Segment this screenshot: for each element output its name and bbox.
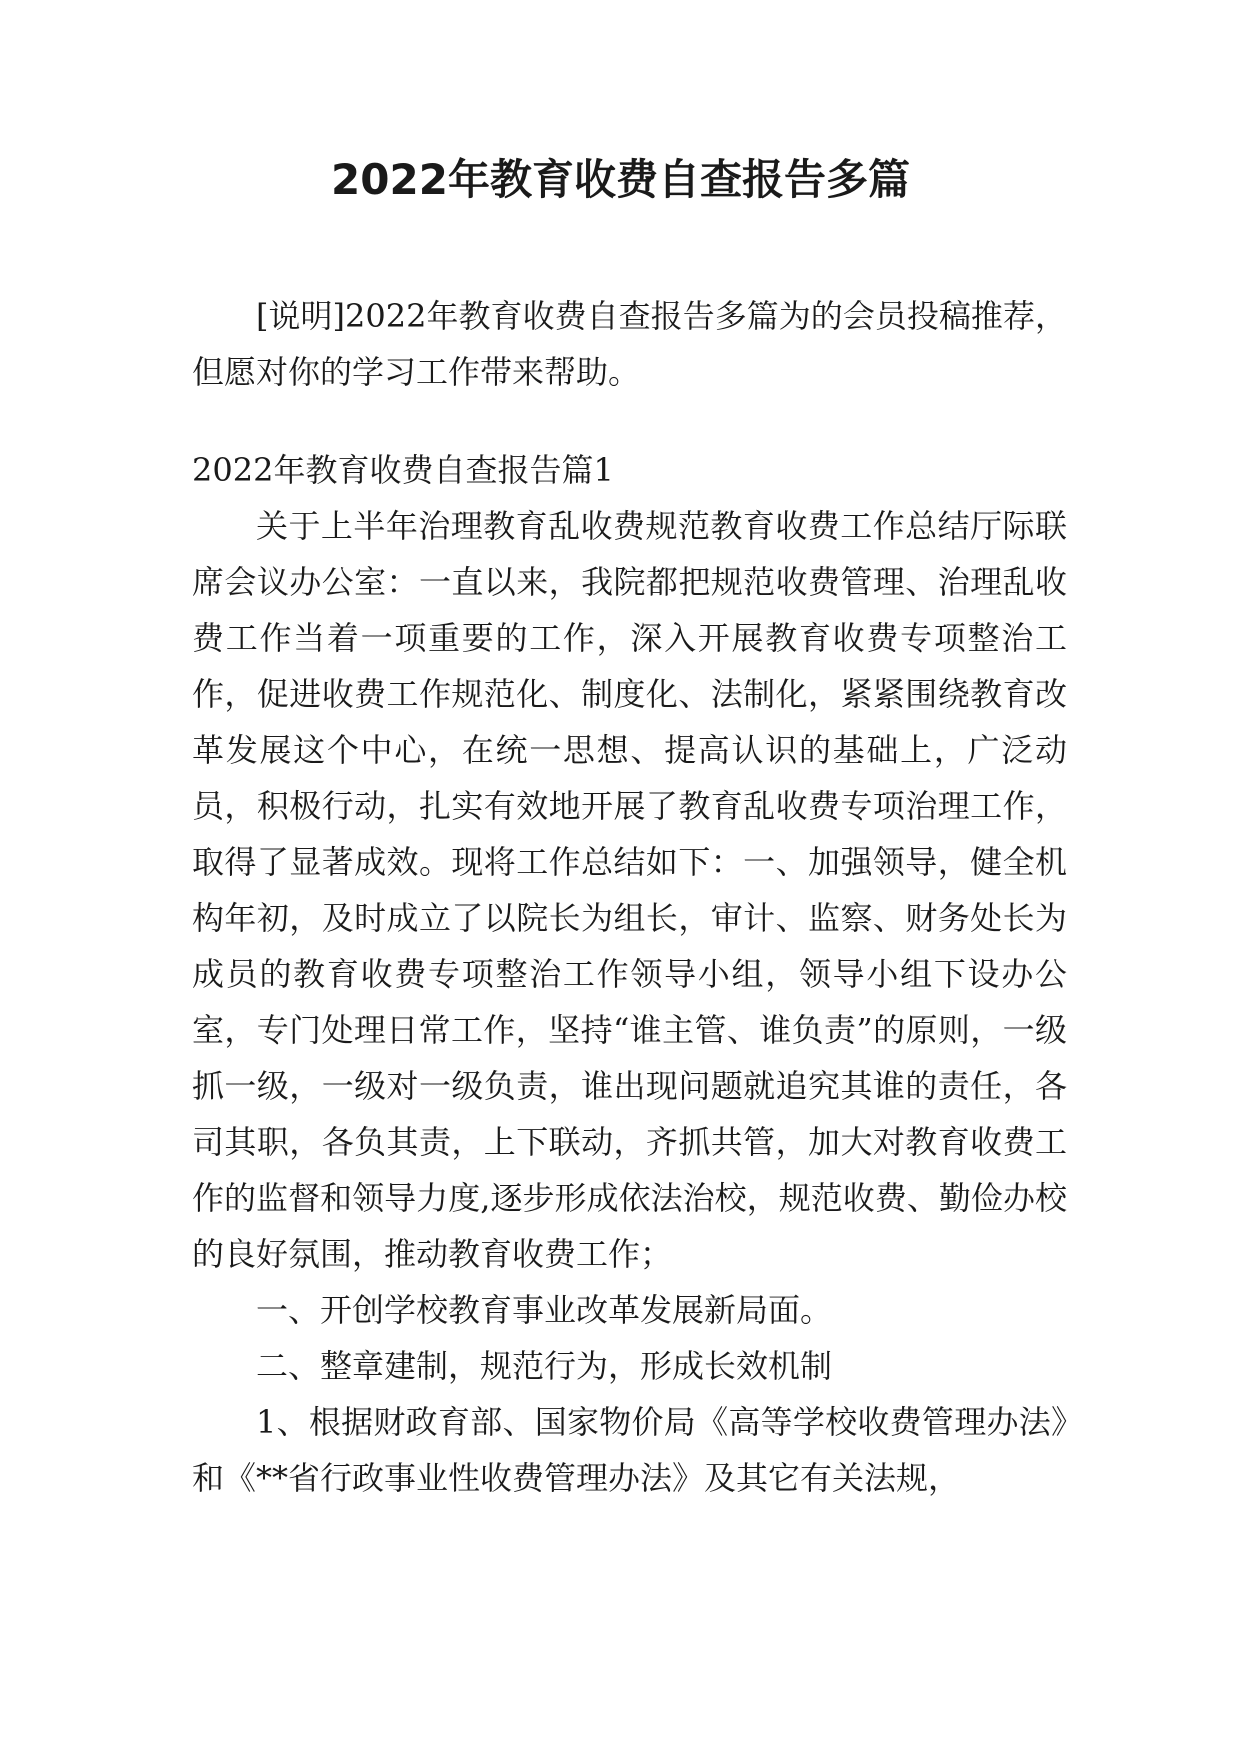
body-paragraph: 一、开创学校教育事业改革发展新局面。: [256, 1291, 833, 1329]
document-note: [说明]2022年教育收费自查报告多篇为的会员投稿推荐，但愿对你的学习工作带来帮助。: [192, 297, 1067, 391]
body-paragraph: 1、根据财政育部、国家物价局《高等学校收费管理办法》和《**省行政事业性收费管理办法》及其它有关法规，: [192, 1403, 1067, 1497]
body-paragraph: 关于上半年治理教育乱收费规范教育收费工作总结厅际联席会议办公室：一直以来，我院都把规范收费管理、治理乱收费工作当着一项重要的工作，深入开展教育收费专项整治工作，促进收费工作规范化、制度化、法制化，紧紧围绕教育改革发展这个中心，在统一思想、提高认识的基础上，广泛动员，积极行动，扎实有效地开展了教育乱收费专项治理工作，取得了显著成效。现将工作总结如下：一、加强领导，健全机构年初，及时成立了以院长为组长，审计、监察、财务处长为成员的教育收费专项整治工作领导小组，领导小组下设办公室，专门处理日常工作，坚持“谁主管、谁负责”的原则，一级抓一级，一级对一级负责，谁出现问题就追究其谁的责任，各司其职，各负其责，上下联动，齐抓共管，加大对教育收费工作的监督和领导力度,逐步形成依法治校，规范收费、勤俭办校的良好氛围，推动教育收费工作；: [192, 507, 1067, 1273]
document-title: 2022年教育收费自查报告多篇: [331, 155, 910, 204]
section-heading: 2022年教育收费自查报告篇1: [192, 451, 614, 489]
document-body: [192, 288, 1067, 1506]
body-paragraph: 二、整章建制，规范行为，形成长效机制: [256, 1347, 833, 1385]
